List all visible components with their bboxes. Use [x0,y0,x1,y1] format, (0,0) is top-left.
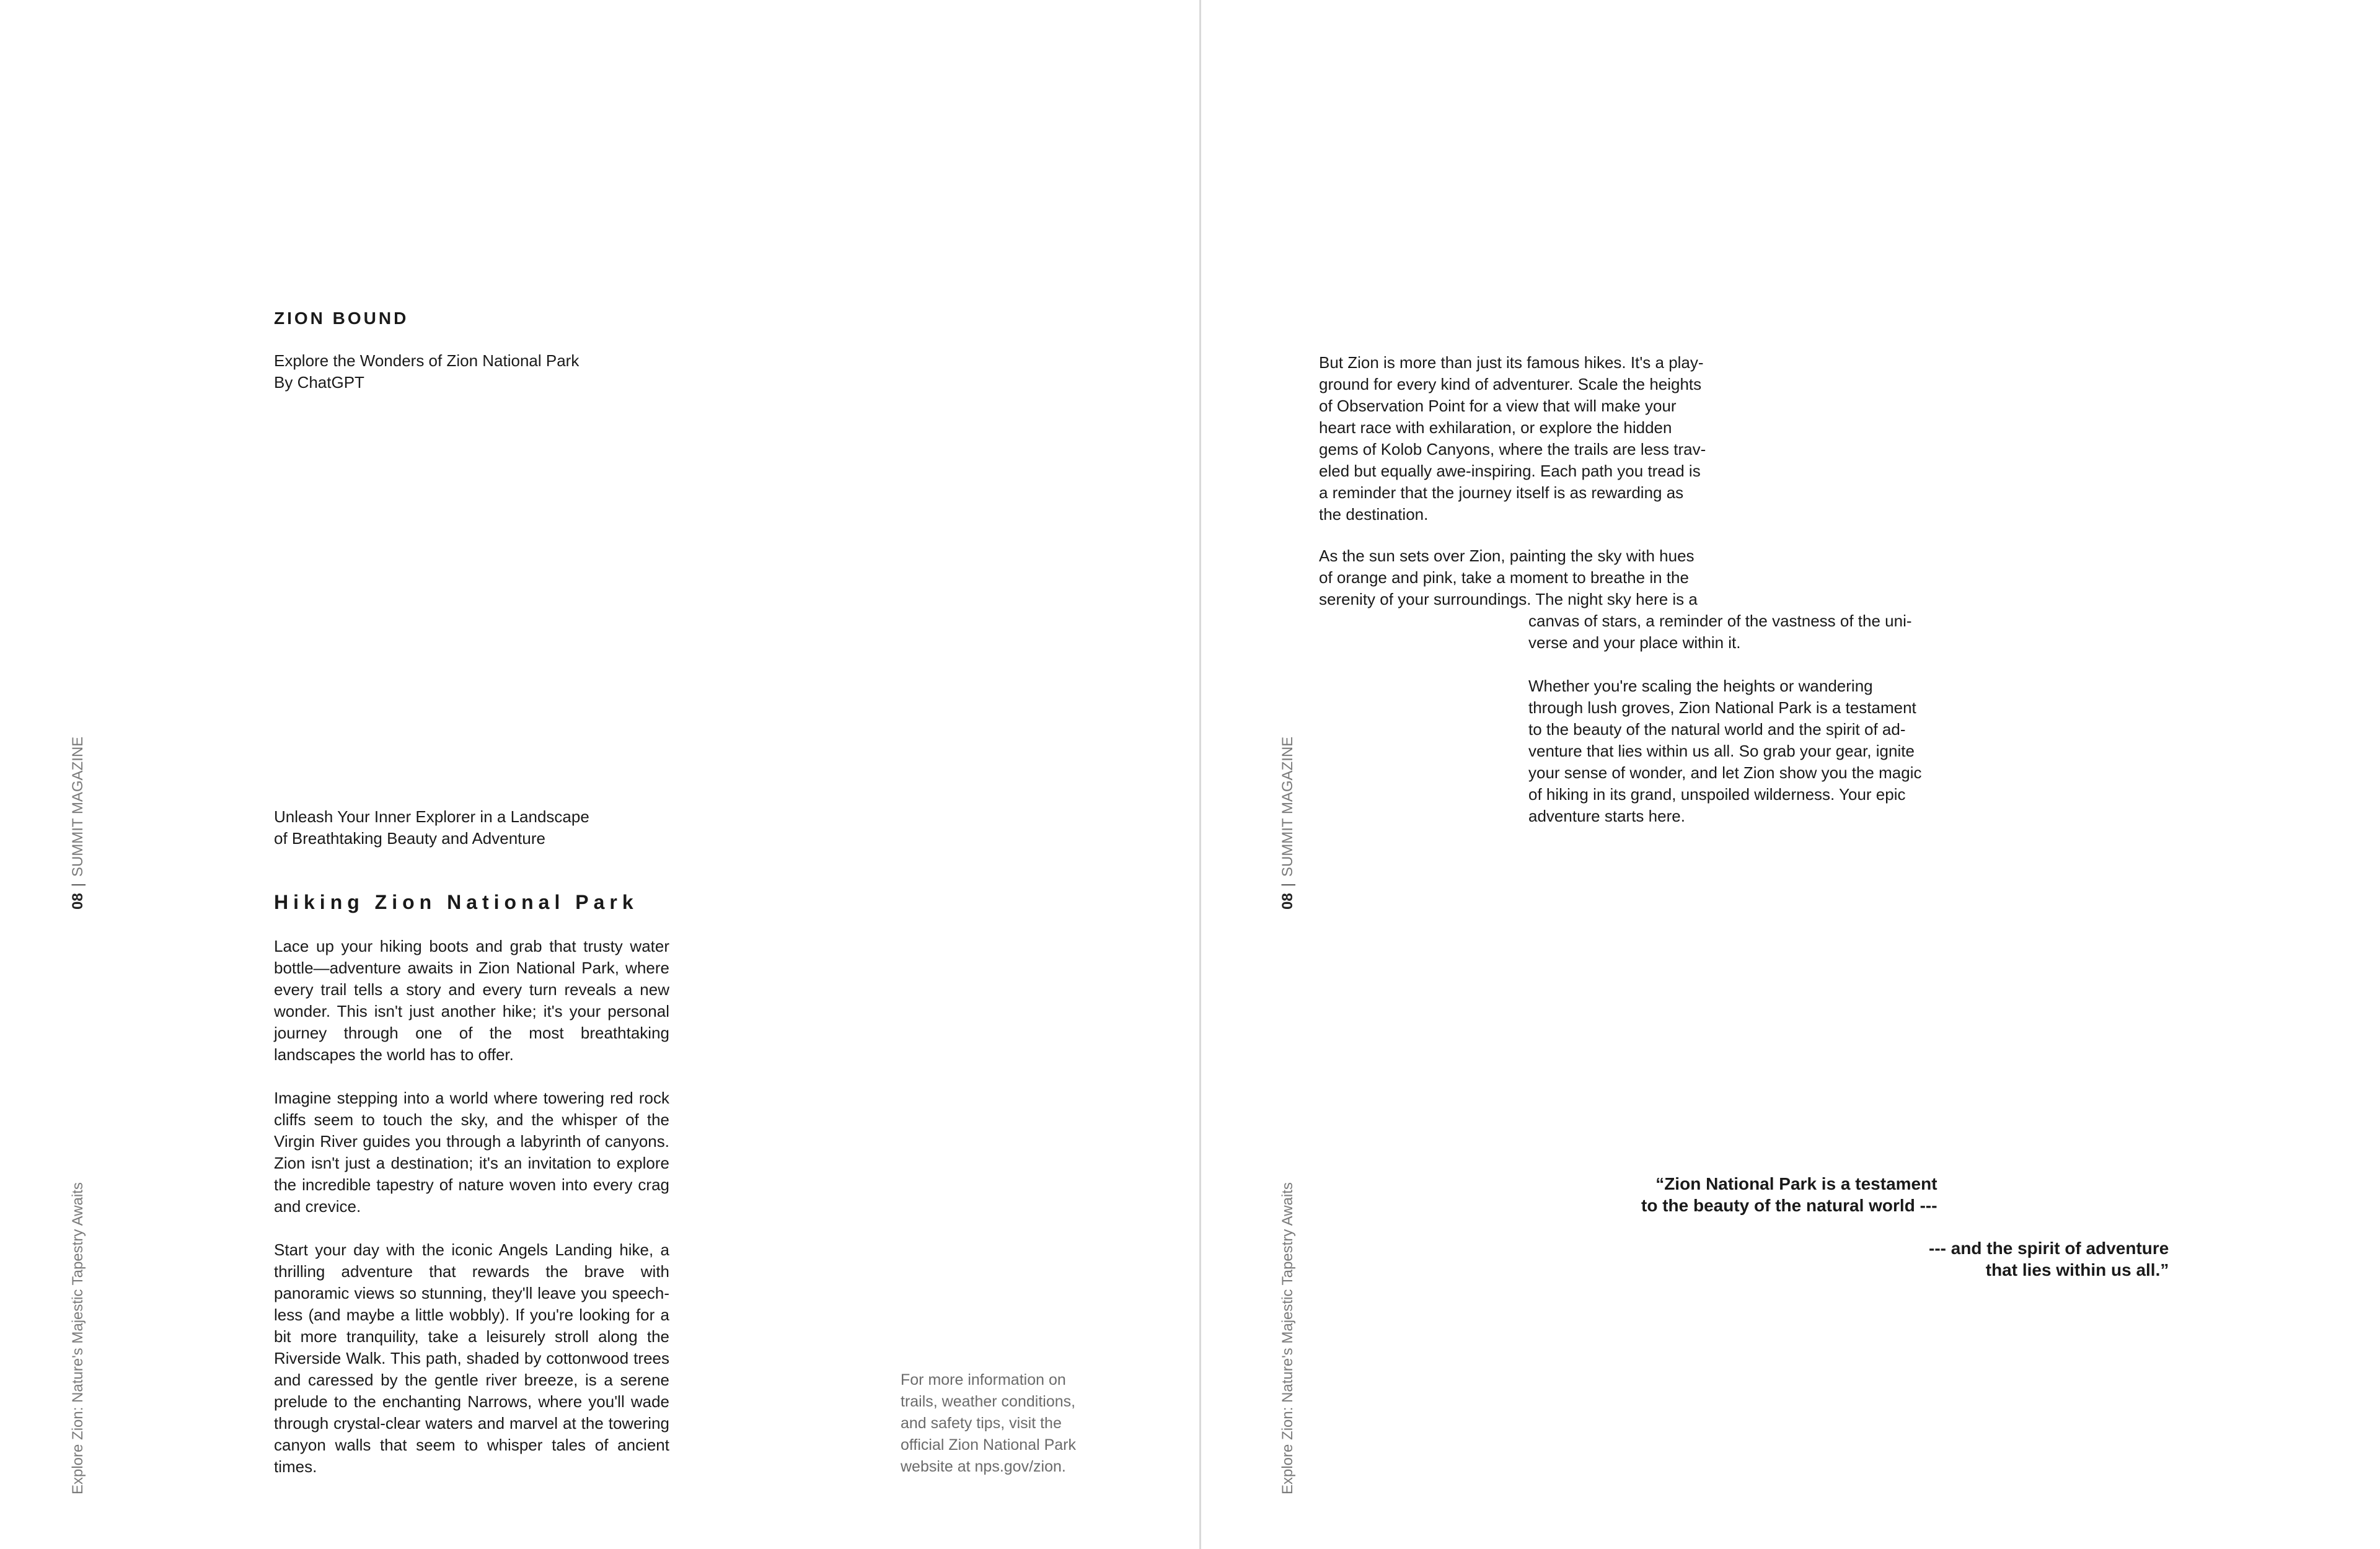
article-tagline: Unleash Your Inner Explorer in a Landscape of Breathtaking Beauty and Adventure [274,807,589,848]
running-title: Explore Zion: Nature's Majestic Tapestry Awaits [69,1182,86,1494]
body-paragraph-hikes: But Zion is more than just its famous hikes. It's a play- ground for every kind of adventurer. Scale the heights of Observation Point for a view that will make your heart race with exhilaration, or explore the hidden gems of Kolob Canyons, where the trails are less trav- eled but equally awe-inspiring. Each path you tread is a reminder that the journey itself is as rewarding as the destination. [1319,353,1706,524]
folio-separator: | [69,883,86,887]
folio-separator: | [1279,883,1296,887]
left-running-title [69,1182,87,1494]
body-paragraph-1: Lace up your hiking boots and grab that trusty water bottle—adventure awaits in Zion National Park, where every trail tells a story and every turn reveals a new wonder. This isn't just another hike; it's your personal journey through one of the most breathtaking landscapes the world has to offer. [274,937,669,1064]
body-paragraph-2: Imagine stepping into a world where towering red rock cliffs seem to touch the sky, and the whisper of the Virgin River guides you through a labyrinth of canyons. Zion isn't just a destination; it's an invitation to explore the incredible tapestry of nature woven into every crag and crevice. [274,1089,669,1216]
right-page-folio [1279,737,1297,910]
left-page-folio [69,737,87,910]
right-running-title [1279,1182,1297,1494]
body-paragraph-sunset-end: canvas of stars, a reminder of the vastness of the uni- verse and your place within it. [1528,612,1912,652]
page-number: 08 [1279,893,1296,910]
page-number: 08 [69,893,86,910]
body-paragraph-3: Start your day with the iconic Angels Landing hike, a thrilling adventure that rewards the brave with panoramic views so stunning, they'll leave you speech-less (and maybe a little wobbly). If you're looking for a bit more tranquility, take a leisurely stroll along the Riverside Walk. This path, shaded by cottonwood trees and caressed by the gentle river breeze, is a serene prelude to the enchanting Narrows, where you'll wade through crystal-clear waters and marvel at the towering canyon walls that seem to whisper tales of ancient times. [274,1240,669,1476]
body-paragraph-sunset-start: As the sun sets over Zion, painting the sky with hues of orange and pink, take a moment to breathe in the serenity of your surroundings. The night sky here is a [1319,546,1698,608]
magazine-name: SUMMIT MAGAZINE [69,736,86,877]
section-label: ZION BOUND [274,309,409,328]
article-subtitle: Explore the Wonders of Zion National Park [274,351,580,370]
running-title: Explore Zion: Nature's Majestic Tapestry Awaits [1279,1182,1296,1494]
info-note: For more information on trails, weather conditions, and safety tips, visit the official Zion National Park website at nps.gov/zion. [901,1371,1077,1475]
article-heading: Hiking Zion National Park [274,891,638,913]
article-byline: By ChatGPT [274,373,364,392]
pull-quote-part-1: “Zion National Park is a testament to the beauty of the natural world --- [1641,1174,1937,1215]
page-divider [1199,0,1201,1549]
magazine-name: SUMMIT MAGAZINE [1279,736,1296,877]
body-paragraph-closing: Whether you're scaling the heights or wandering through lush groves, Zion National Park is a testament to the beauty of the natural world and the spirit of ad- venture that lies within us all. So grab your gear, ignite your sense of wonder, and let Zion show you the magic of hiking in its grand, unspoiled wilderness. Your epic adventure starts here. [1528,677,1922,825]
pull-quote-part-2: --- and the spirit of adventure that lies within us all.” [1929,1239,2169,1279]
